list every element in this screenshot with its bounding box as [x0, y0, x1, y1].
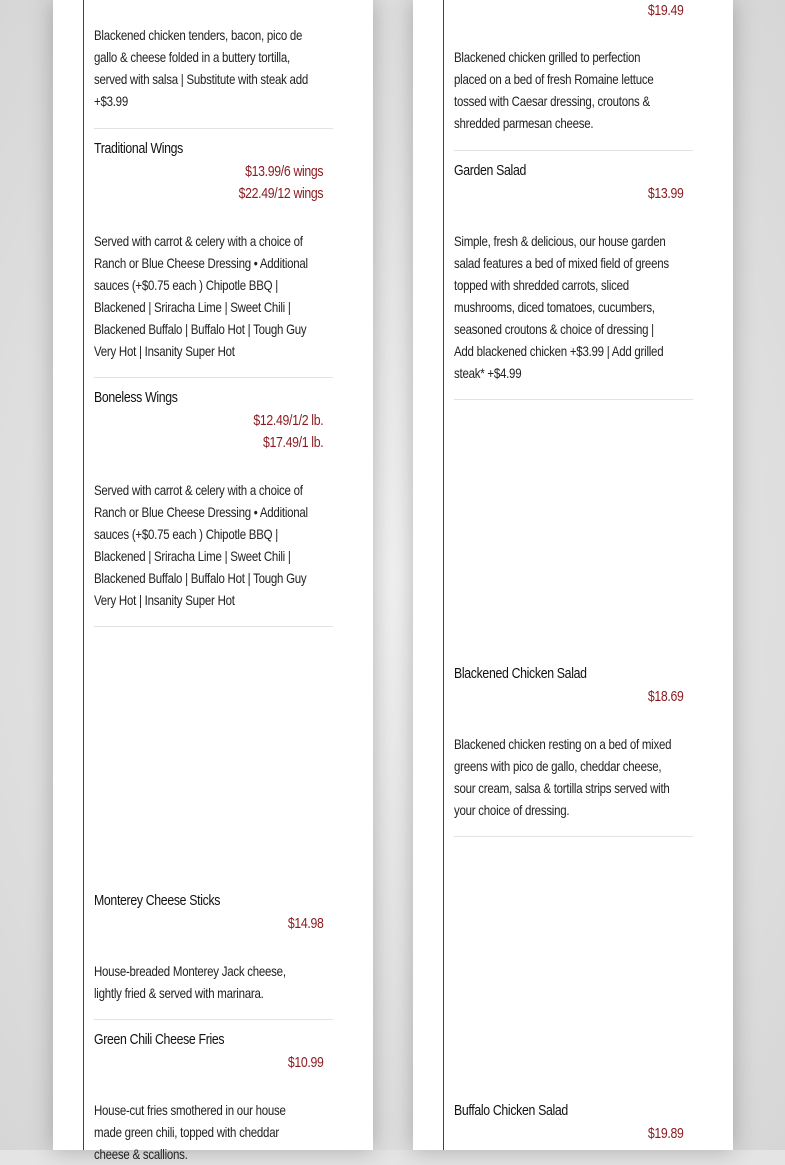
- menu-item-description: Simple, fresh & delicious, our house garden salad features a bed of mixed field of greens topped with shredded carrots, sliced mushrooms, diced tomatoes, cucumbers, seasoned croutons & choice of dressing | Add blackened chicken +$3.99 | Add grilled steak* +$4.99: [454, 233, 669, 381]
- panel-accent-line: [443, 0, 444, 1150]
- menu-item-description: Blackened chicken tenders, bacon, pico de gallo & cheese folded in a buttery tortilla, served with salsa | Substitute with steak add +$3.99: [94, 27, 308, 109]
- menu-item-name: Traditional Wings: [94, 140, 183, 157]
- menu-item-name: Green Chili Cheese Fries: [94, 1031, 225, 1048]
- menu-item-price: $10.99: [287, 1054, 323, 1071]
- menu-item[interactable]: [454, 665, 693, 837]
- menu-item-description: Blackened chicken grilled to perfection placed on a bed of fresh Romaine lettuce tossed with Caesar dressing, croutons & shredded parmesan cheese.: [454, 49, 654, 131]
- menu-item-price: $13.99/6 wings: [244, 163, 323, 180]
- menu-item-price: $12.49/1/2 lb.: [253, 412, 323, 429]
- menu-item[interactable]: [94, 892, 333, 1020]
- menu-item-price: $19.49: [647, 2, 683, 19]
- menu-item-description: Served with carrot & celery with a choice of Ranch or Blue Cheese Dressing • Additional sauces (+$0.75 each ) Chipotle BBQ | Blackened | Sriracha Lime | Sweet Chili | Blackened Buffalo | Buffalo Hot | Tough Guy Very Hot | Insanity Super Hot: [94, 233, 308, 359]
- menu-item-price: $17.49/1 lb.: [262, 434, 323, 451]
- menu-item-prices: [640, 686, 683, 708]
- panel-accent-line: [83, 0, 84, 1150]
- menu-item-price: $18.69: [647, 688, 683, 705]
- menu-item-prices: [220, 161, 323, 205]
- menu-item-name: Blackened Chicken Salad: [454, 665, 587, 682]
- menu-item-name: Buffalo Chicken Salad: [454, 1102, 568, 1119]
- menu-item-price: $14.98: [287, 915, 323, 932]
- menu-item-prices: [280, 913, 323, 935]
- menu-item-description: Served with carrot & celery with a choice of Ranch or Blue Cheese Dressing • Additional sauces (+$0.75 each ) Chipotle BBQ | Blackened | Sriracha Lime | Sweet Chili | Blackened Buffalo | Buffalo Hot | Tough Guy Very Hot | Insanity Super Hot: [94, 482, 308, 608]
- menu-item-name: Boneless Wings: [94, 389, 178, 406]
- menu-item-description: House-breaded Monterey Jack cheese, lightly fried & served with marinara.: [94, 963, 286, 1001]
- menu-item-name: Monterey Cheese Sticks: [94, 892, 221, 909]
- menu-item-price: $13.99: [647, 185, 683, 202]
- menu-item-price: $19.89: [647, 1125, 683, 1142]
- menu-item-prices: [238, 410, 323, 454]
- menu-item[interactable]: [94, 140, 333, 378]
- menu-item[interactable]: [454, 0, 693, 151]
- menu-item[interactable]: [94, 0, 333, 129]
- menu-item-description: Blackened chicken resting on a bed of mixed greens with pico de gallo, cheddar cheese, sour cream, salsa & tortilla strips served with your choice of dressing.: [454, 736, 672, 818]
- menu-item[interactable]: [454, 162, 693, 400]
- menu-panel-right: [413, 0, 733, 1150]
- menu-item-name: Garden Salad: [454, 162, 526, 179]
- menu-item-price: $22.49/12 wings: [238, 185, 323, 202]
- menu-item[interactable]: [94, 1031, 333, 1162]
- menu-item-description: House-cut fries smothered in our house made green chili, topped with cheddar cheese & scallions.: [94, 1102, 286, 1162]
- menu-item-prices: [640, 0, 683, 22]
- menu-item-prices: [640, 1123, 683, 1145]
- menu-item[interactable]: [94, 389, 333, 627]
- menu-item-prices: [640, 183, 683, 205]
- menu-item-prices: [280, 1052, 323, 1074]
- menu-item[interactable]: [454, 1102, 693, 1150]
- menu-panel-left: [53, 0, 373, 1162]
